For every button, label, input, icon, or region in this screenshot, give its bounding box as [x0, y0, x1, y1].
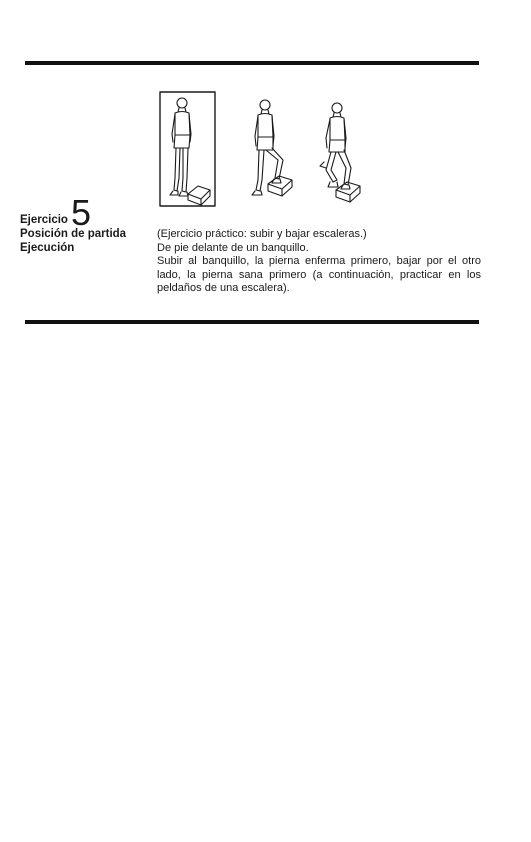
- execution-text: Subir al banquillo, la pierna enferma primero, bajar por el otro lado, la pierna sana primero (a continuación, practicar en los peldaños de una escalera).: [157, 255, 481, 294]
- exercise-number: 5: [70, 192, 91, 233]
- figure-stepping-up: [252, 100, 292, 196]
- exercise-heading: [20, 192, 150, 233]
- label-column: [20, 192, 150, 255]
- figure-standing: [170, 98, 210, 205]
- start-position-label: Posición de partida: [20, 228, 127, 240]
- bottom-rule: [25, 320, 479, 324]
- exercise-label: Ejercicio: [20, 213, 68, 226]
- intro-text: (Ejercicio práctico: subir y bajar escaleras.): [157, 228, 367, 240]
- execution-label: Ejecución: [20, 241, 75, 254]
- top-rule: [25, 61, 479, 65]
- figure-stepping-down: [320, 103, 360, 202]
- exercise-description: [157, 228, 481, 296]
- exercise-illustration: [158, 90, 378, 210]
- start-position-text: De pie delante de un banquillo.: [157, 241, 309, 254]
